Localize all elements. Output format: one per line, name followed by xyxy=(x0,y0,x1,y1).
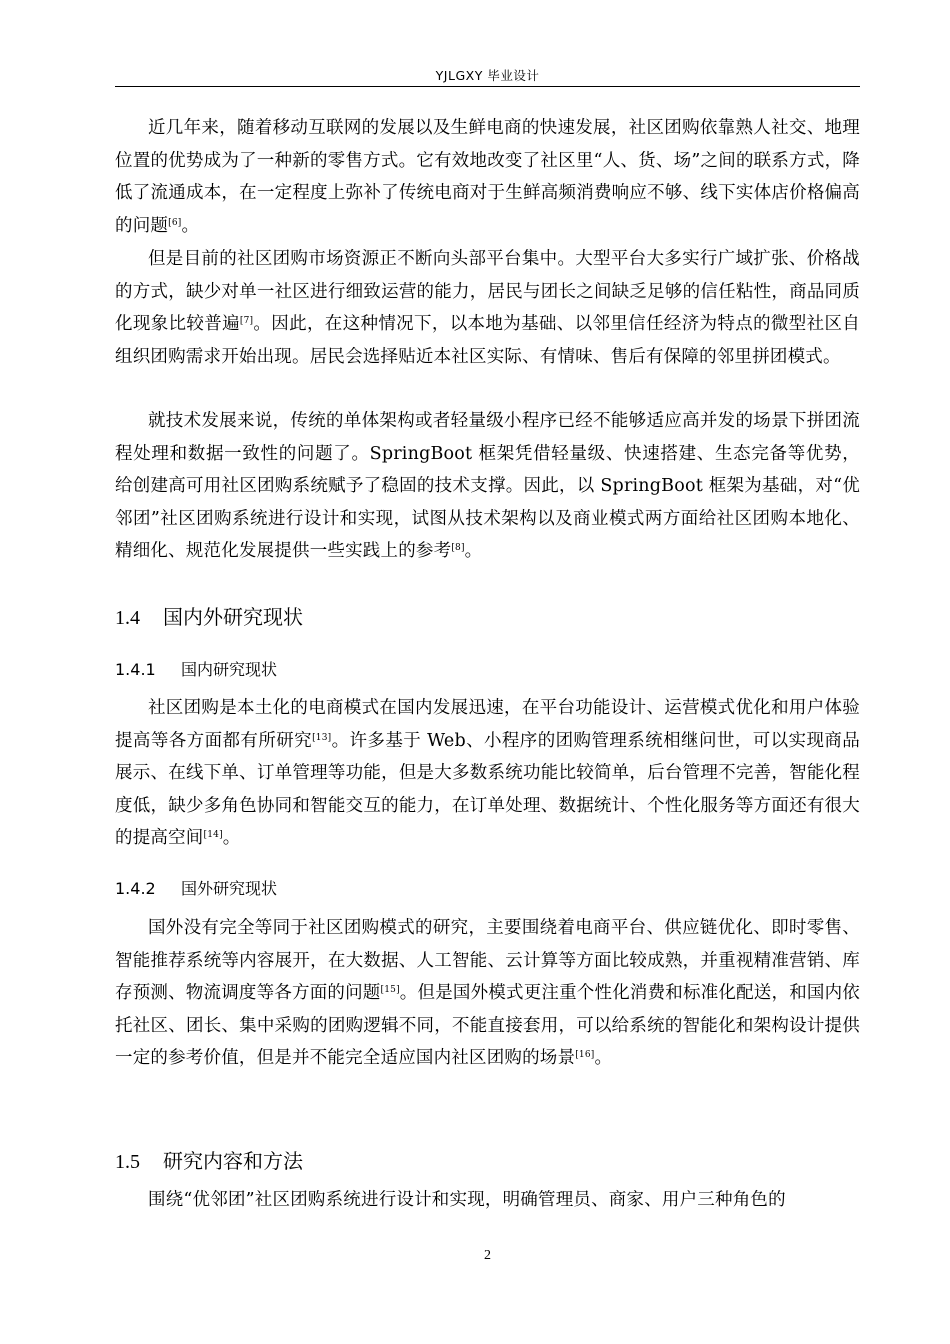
paragraph-text: 围绕“优邻团”社区团购系统进行设计和实现，明确管理员、商家、用户三种角色的 xyxy=(148,1190,786,1210)
section-title: 研究内容和方法 xyxy=(163,1149,303,1173)
subsection-heading-1-4-2 xyxy=(115,876,277,899)
paragraph-text: 社区团购是本土化的电商模式在国内发展迅速，在平台功能设计、运营模式优化和用户体验提高等各方面都有所研究 xyxy=(115,698,860,751)
citation-ref: [16] xyxy=(575,1050,595,1061)
section-heading-1-5 xyxy=(115,1145,303,1174)
citation-ref: [6] xyxy=(168,217,182,228)
paragraph-text: 就技术发展来说，传统的单体架构或者轻量级小程序已经不能够适应高并发的场景下拼团流程处理和数据一致性的问题了。SpringBoot 框架凭借轻量级、快速搭建、生态完备等优势，给创建高可用社区团购系统赋予了稳固的技术支撑。因此，以 SpringBoot 框架为基础，对“优邻团”社区团购系统进行设计和实现，试图从技术架构以及商业模式两方面给社区团购本地化、精细化、规范化发展提供一些实践上的参考 xyxy=(115,411,860,562)
paragraph-text: 。 xyxy=(181,215,200,236)
paragraph-foreign-research xyxy=(115,912,860,1075)
subsection-number: 1.4.2 xyxy=(115,879,156,898)
header-rule xyxy=(115,86,860,87)
subsection-title: 国内研究现状 xyxy=(181,660,278,679)
paragraph-intro-3 xyxy=(115,405,860,568)
paragraph-text: 。因此，在这种情况下，以本地为基础、以邻里信任经济为特点的微型社区自组织团购需求开始出现。居民会选择贴近本社区实际、有情味、售后有保障的邻里拼团模式。 xyxy=(115,314,860,367)
section-number: 1.4 xyxy=(115,607,140,629)
page-number: 2 xyxy=(484,1248,491,1263)
citation-ref: [14] xyxy=(203,830,223,841)
paragraph-domestic-research xyxy=(115,692,860,855)
paragraph-intro-2 xyxy=(115,243,860,373)
citation-ref: [7] xyxy=(239,316,254,327)
subsection-number: 1.4.1 xyxy=(115,660,156,679)
paragraph-text: 。 xyxy=(594,1048,613,1069)
paragraph-text: 。但是国外模式更注重个性化消费和标准化配送，和国内依托社区、团长、集中采购的团购逻辑不同，不能直接套用，可以给系统的智能化和架构设计提供一定的参考价值，但是并不能完全适应国内社区团购的场景 xyxy=(115,983,861,1069)
page-header: YJLGXY 毕业设计 xyxy=(435,68,540,83)
paragraph-research-content xyxy=(115,1184,860,1217)
paragraph-text: 国外没有完全等同于社区团购模式的研究，主要围绕着电商平台、供应链优化、即时零售、智能推荐系统等内容展开，在大数据、人工智能、云计算等方面比较成熟，并重视精准营销、库存预测、物流调度等各方面的问题 xyxy=(115,918,860,1004)
subsection-title: 国外研究现状 xyxy=(181,879,278,898)
paragraph-text: 。 xyxy=(464,541,483,562)
section-title: 国内外研究现状 xyxy=(163,605,303,629)
citation-ref: [13] xyxy=(312,732,332,743)
citation-ref: [8] xyxy=(451,543,465,554)
paragraph-text: 但是目前的社区团购市场资源正不断向头部平台集中。大型平台大多实行广域扩张、价格战的方式，缺少对单一社区进行细致运营的能力，居民与团长之间缺乏足够的信任粘性，商品同质化现象比较普遍 xyxy=(115,249,860,335)
paragraph-text: 近几年来，随着移动互联网的发展以及生鲜电商的快速发展，社区团购依靠熟人社交、地理位置的优势成为了一种新的零售方式。它有效地改变了社区里“人、货、场”之间的联系方式，降低了流通成本，在一定程度上弥补了传统电商对于生鲜高频消费响应不够、线下实体店价格偏高的问题 xyxy=(115,118,860,236)
paragraph-intro-1 xyxy=(115,112,860,242)
section-number: 1.5 xyxy=(115,1151,140,1173)
paragraph-text: 。 xyxy=(222,828,241,849)
subsection-heading-1-4-1 xyxy=(115,657,277,680)
paragraph-text: 。许多基于 Web、小程序的团购管理系统相继问世，可以实现商品展示、在线下单、订单管理等功能，但是大多数系统功能比较简单，后台管理不完善，智能化程度低，缺少多角色协同和智能交互的能力，在订单处理、数据统计、个性化服务等方面还有很大的提高空间 xyxy=(115,730,860,849)
section-heading-1-4 xyxy=(115,601,303,630)
citation-ref: [15] xyxy=(380,985,400,996)
